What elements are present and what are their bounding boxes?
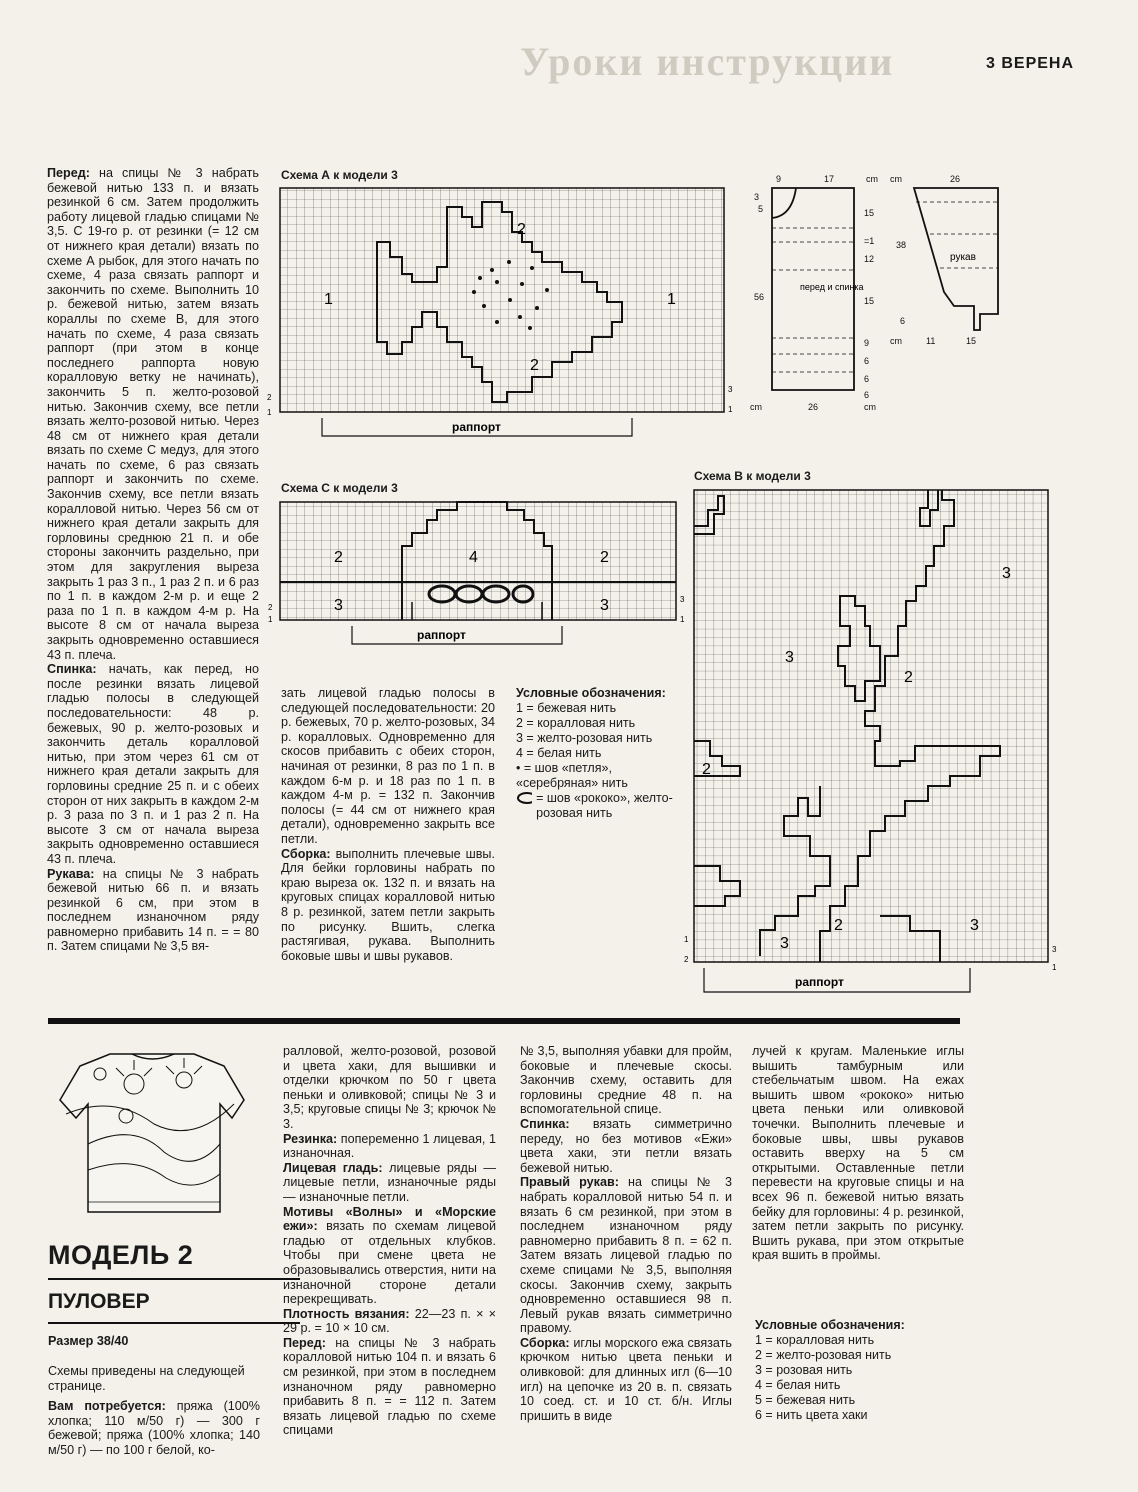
pattern-dim: 15 xyxy=(864,208,875,218)
legend-item: 3 = розовая нить xyxy=(755,1363,853,1377)
row-number: 1 xyxy=(684,935,689,944)
scheme-c-num: 4 xyxy=(469,549,478,566)
scheme-a-grid xyxy=(280,188,724,412)
pattern-dim: cm xyxy=(890,174,902,184)
scheme-b-num: 2 xyxy=(702,761,711,778)
row-number: 1 xyxy=(1052,963,1057,972)
materials-paragraph xyxy=(48,1399,260,1457)
right-sleeve-label: Правый рукав: xyxy=(520,1175,619,1190)
pattern-dim: 9 xyxy=(776,174,782,184)
pattern-dim: 11 xyxy=(926,336,936,346)
legend-model-2 xyxy=(755,1318,965,1423)
back-paragraph xyxy=(47,662,259,866)
pattern-dim: cm xyxy=(866,174,878,184)
scheme-b-title: Схема В к модели 3 xyxy=(694,469,811,483)
sleeve-label: рукав xyxy=(950,252,976,263)
legend-item-rococo: = шов «рококо», желто-розовая нить xyxy=(516,791,692,821)
scheme-a-title: Схема А к модели 3 xyxy=(281,168,398,182)
row-number: 1 xyxy=(267,408,272,417)
pattern-dim: cm xyxy=(864,402,876,412)
legend-item: 1 = коралловая нить xyxy=(755,1333,875,1347)
legend-item: 2 = желто-розовая нить xyxy=(755,1348,892,1362)
back-2-text: вязать симметрично переду, но без мотивов «Ежи» цвета хаки, эти петли вязать бежевой нитью. xyxy=(520,1116,732,1175)
motifs-label: Мотивы «Волны» и «Морские ежи»: xyxy=(283,1204,496,1234)
legend-title: Условные обозначения: xyxy=(516,686,666,700)
page-number-magazine: 3 ВЕРЕНА xyxy=(986,55,1075,72)
pattern-dim: 6 xyxy=(900,316,906,326)
row-number: 1 xyxy=(268,615,273,624)
legend-item: • = шов «петля», «серебряная» нить xyxy=(516,761,628,790)
materials-cont: ралловой, желто-розовой, розовой и цвета хаки, для вышивки и отделки крючком по 50 г цвета пеньки и оливковой; спицы № 3 и 3,5; круговые спицы № 3; крючок № 3. xyxy=(283,1044,496,1131)
scheme-a-num: 1 xyxy=(667,291,676,308)
rococo-stitch-icon xyxy=(516,791,532,805)
scheme-a-num: 2 xyxy=(530,357,539,374)
row-number: 3 xyxy=(680,595,685,604)
model-2-column-1 xyxy=(48,1364,260,1458)
scheme-a-chart xyxy=(262,182,742,438)
pattern-dim: 12 xyxy=(864,254,875,264)
scheme-c-title: Схема С к модели 3 xyxy=(281,481,398,495)
assembly-text: выполнить плечевые швы. Для бейки горловины набрать по краю выреза ок. 132 п. и вязать на круговых спицах коралловой нитью 8 р. резинкой, затем петли закрыть по рисунку. Вшить, слегка растягивая, рукава. Выполнить боковые швы и швы рукавов. xyxy=(281,846,495,963)
pattern-dim: 6 xyxy=(864,390,870,400)
materials-text: пряжа (100% хлопка; 110 м/50 г) — 300 г бежевой; пряжа (100% хлопка; 140 м/50 г) — по 100 г белой, ко- xyxy=(48,1399,260,1457)
front-2-label: Перед: xyxy=(283,1335,326,1350)
motifs-paragraph xyxy=(283,1205,496,1307)
sleeves-label: Рукава: xyxy=(47,866,95,881)
pattern-dim: 38 xyxy=(896,240,907,250)
row-number: 1 xyxy=(728,405,733,414)
title-underline xyxy=(48,1278,300,1280)
back-label: Спинка: xyxy=(47,662,97,677)
model-2-column-2 xyxy=(283,1044,496,1438)
pattern-dim: 9 xyxy=(864,338,870,348)
scheme-b-num: 3 xyxy=(785,649,794,666)
front-paragraph xyxy=(47,166,259,662)
materials-label: Вам потребуется: xyxy=(48,1399,166,1414)
scheme-b-num: 3 xyxy=(780,935,789,952)
front-text: на спицы № 3 набрать бежевой нитью 133 п. и вязать резинкой 6 см. Затем продолжить работу лицевой гладью спицами № 3,5. С 19-го р. от резинки (= 12 см от нижнего края детали) вязать по схеме А рыбок, для этого начать по схеме, 4 раза связать раппорт и закончить по схеме. Выполнить 10 р. бежевой нитью, затем вязать кораллы по схеме В, для этого начать по схеме, 4 раза связать раппорт (при этом в конце последнего раппорта новую коралловую ветку не начинать), закончить 5 п. желто-розовой нитью. Закончив схему, все петли вязать желто-розовой нитью. Через 48 см от нижнего края детали вязать по схеме С медуз, для этого начать по схеме, 6 раз связать раппорт и закончить по схеме. Закончив схему, все петли вязать коралловой нитью. Через 56 см от нижнего края детали закрыть для горловины среднюю 21 п. и обе стороны закончить раздельно, при этом для закругления выреза закрыть 1 раз 3 п., 1 раз 2 п. и 6 раз по 1 п. в каждом 2-м р. и еще 2 раза по 1 п. в каждом 4-м р. На высоте 8 см от начала выреза закрыть одновременно оставшиеся 43 п. плеча. xyxy=(47,166,259,662)
scheme-c-num: 2 xyxy=(600,549,609,566)
rapport-label: раппорт xyxy=(452,420,501,434)
assembly-label: Сборка: xyxy=(281,846,331,861)
pattern-dim: 17 xyxy=(824,174,835,184)
assembly-paragraph xyxy=(281,847,495,964)
scheme-c-num: 2 xyxy=(334,549,343,566)
row-number: 2 xyxy=(267,393,272,402)
subtitle-underline xyxy=(48,1322,300,1324)
pattern-dim: 6 xyxy=(864,356,870,366)
stripes-paragraph: зать лицевой гладью полосы в следующей последовательности: 20 р. бежевых, 70 р. желто-розовых, 34 р. коралловых. Одновременно для скосов прибавить с обеих сторон, начиная от резинки, 8 раз по 1 п. в каждом 6-м р. и 18 раз по 1 п. в каждом 4-м р. = 132 п. Закончив полосы (= 44 см от нижнего края детали), одновременно закрыть все петли. xyxy=(281,686,495,846)
row-number: 3 xyxy=(1052,945,1057,954)
back-text: начать, как перед, но после резинки вязать лицевой гладью полосы в следующей последовательности: 48 р. бежевых, 90 р. желто-розовых и закончить деталь коралловой нитью, при этом через 61 см от нижнего края детали закрыть для горловины средние 25 п. и с обеих сторон от них закрыть в каждом 2-м р. 3 раза по 3 п. и 1 раз 2 п. На высоте 3 см от начала выреза закрыть одновременно оставшиеся 43 п. плеча. xyxy=(47,662,259,866)
scheme-b-chart xyxy=(680,486,1064,996)
gauge-paragraph xyxy=(283,1307,496,1336)
legend-item: 4 = белая нить xyxy=(755,1378,841,1392)
legend-model-3 xyxy=(516,686,692,821)
sleeves-paragraph xyxy=(47,867,259,955)
scheme-b-num: 3 xyxy=(1002,565,1011,582)
row-number: 2 xyxy=(268,603,273,612)
ribbing-label: Резинка: xyxy=(283,1131,338,1146)
legend-item: 1 = бежевая нить xyxy=(516,701,617,715)
sleeves-text: на спицы № 3 набрать бежевой нитью 66 п. и вязать резинкой 6 см, при этом в последнем изнаночном ряду равномерно прибавить 14 п. = = 80 п. Затем спицами № 3,5 вя- xyxy=(47,866,259,954)
scheme-c-chart xyxy=(262,498,692,646)
pattern-dim: 26 xyxy=(808,402,819,412)
stockinette-text: лицевые ряды — лицевые петли, изнаночные ряды — изнаночные петли. xyxy=(283,1160,496,1204)
assembly-2-paragraph xyxy=(520,1336,732,1424)
ribbing-text: попеременно 1 лицевая, 1 изнаночная. xyxy=(283,1131,496,1161)
assembly-2-label: Сборка: xyxy=(520,1335,570,1350)
legend-item: 4 = белая нить xyxy=(516,746,602,760)
pattern-dim: 6 xyxy=(864,374,870,384)
model-2-column-4 xyxy=(752,1044,964,1263)
front-label: Перед: xyxy=(47,166,90,180)
pattern-dim: 15 xyxy=(966,336,977,346)
sewing-pattern xyxy=(744,166,1012,418)
pattern-dim: 15 xyxy=(864,296,875,306)
pattern-dim: =1 xyxy=(864,236,875,246)
legend-item: 3 = желто-розовая нить xyxy=(516,731,653,745)
assembly-2-text: иглы морского ежа связать крючком нитью цвета пеньки и оливковой: для длинных игл (6—10 игл) на цепочке из 20 в. п. связать 10 соед. ст. и 10 ст. б/н. Иглы пришить в виде xyxy=(520,1335,732,1423)
legend-item: 5 = бежевая нить xyxy=(755,1393,856,1407)
text-column-1 xyxy=(47,166,259,954)
pattern-dim: 5 xyxy=(758,204,764,214)
gauge-label: Плотность вязания: xyxy=(283,1306,410,1321)
scheme-b-num: 2 xyxy=(904,669,913,686)
text-column-2 xyxy=(281,686,495,963)
model-2-title: МОДЕЛЬ 2 xyxy=(48,1240,194,1270)
sweater-illustration xyxy=(54,1044,250,1226)
model-2-column-3 xyxy=(520,1044,732,1423)
scheme-a-num: 2 xyxy=(517,221,526,238)
scheme-c-num: 3 xyxy=(334,597,343,614)
legend-title: Условные обозначения: xyxy=(755,1318,905,1332)
legend-item: 6 = нить цвета хаки xyxy=(755,1408,868,1422)
ribbing-paragraph xyxy=(283,1132,496,1161)
row-number: 1 xyxy=(680,615,685,624)
intro-text: Схемы приведены на следующей странице. xyxy=(48,1364,245,1393)
page-header-ghost: Уроки инструкции xyxy=(520,39,895,84)
front-2-text: на спицы № 3 набрать коралловой нитью 104 п. и вязать 6 см резинкой, при этом в последнем изнаночном ряду равномерно прибавить 8 п. = = 112 п. Затем вязать лицевой гладью по схеме спицами xyxy=(283,1335,496,1438)
pattern-dim: 56 xyxy=(754,292,765,302)
pattern-dim: 3 xyxy=(754,192,760,202)
front-back-label: перед и спинка xyxy=(800,282,864,292)
pattern-dim: cm xyxy=(750,402,762,412)
front-2-paragraph xyxy=(283,1336,496,1438)
right-sleeve-paragraph xyxy=(520,1175,732,1336)
scheme-a-num: 1 xyxy=(324,291,333,308)
section-divider xyxy=(48,1018,960,1024)
back-2-paragraph xyxy=(520,1117,732,1175)
stockinette-paragraph xyxy=(283,1161,496,1205)
front-2-cont: № 3,5, выполняя убавки для пройм, боковые и плечевые скосы. Закончив схему, оставить для горловины средние 48 п. на вспомогательной спице. xyxy=(520,1044,732,1117)
right-sleeve-text: на спицы № 3 набрать коралловой нитью 54 п. и вязать 6 см резинкой, при этом в последнем изнаночном ряду равномерно прибавить 8 п. = 62 п. Затем вязать лицевой гладью по схеме спицами № 3,5, выполняя скосы. Закончив схему, закрыть одновременно оставшиеся 98 п. Левый рукав вязать симметрично правому. xyxy=(520,1175,732,1336)
rapport-label: раппорт xyxy=(795,975,844,989)
legend-item: 2 = коралловая нить xyxy=(516,716,636,730)
size-label: Размер 38/40 xyxy=(48,1334,129,1348)
stockinette-label: Лицевая гладь: xyxy=(283,1160,383,1175)
motifs-text: вязать по схемам лицевой гладью от отдельных клубков. Чтобы при смене цвета не образовывались отверстия, нити на изнаночной стороне детали перекрещивать. xyxy=(283,1219,496,1307)
back-2-label: Спинка: xyxy=(520,1116,570,1131)
assembly-2-cont: лучей к кругам. Маленькие иглы вышить тамбурным или стебельчатым швом. На ежах вышить швом «рококо» нитью цвета пеньки или оливковой точечки. Выполнить плечевые и боковые швы, швы рукавов оставить вверху на 5 см открытыми. Оставленные петли перевести на круговые спицы и на всех 96 п. бежевой нитью вязать бейку для горловины: 4 р. резинкой, затем петли закрыть по рисунку. Вшить рукава, при этом открытые края вшить в проймы. xyxy=(752,1044,964,1263)
row-number: 2 xyxy=(684,955,689,964)
scheme-b-num: 3 xyxy=(970,917,979,934)
pattern-dim: cm xyxy=(890,336,902,346)
rapport-label: раппорт xyxy=(417,628,466,642)
pattern-dim: 26 xyxy=(950,174,961,184)
model-2-subtitle: ПУЛОВЕР xyxy=(48,1290,150,1313)
row-number: 3 xyxy=(728,385,733,394)
scheme-c-num: 3 xyxy=(600,597,609,614)
scheme-b-num: 2 xyxy=(834,917,843,934)
gauge-text: 22—23 п. × × 29 р. = 10 × 10 см. xyxy=(283,1306,496,1336)
